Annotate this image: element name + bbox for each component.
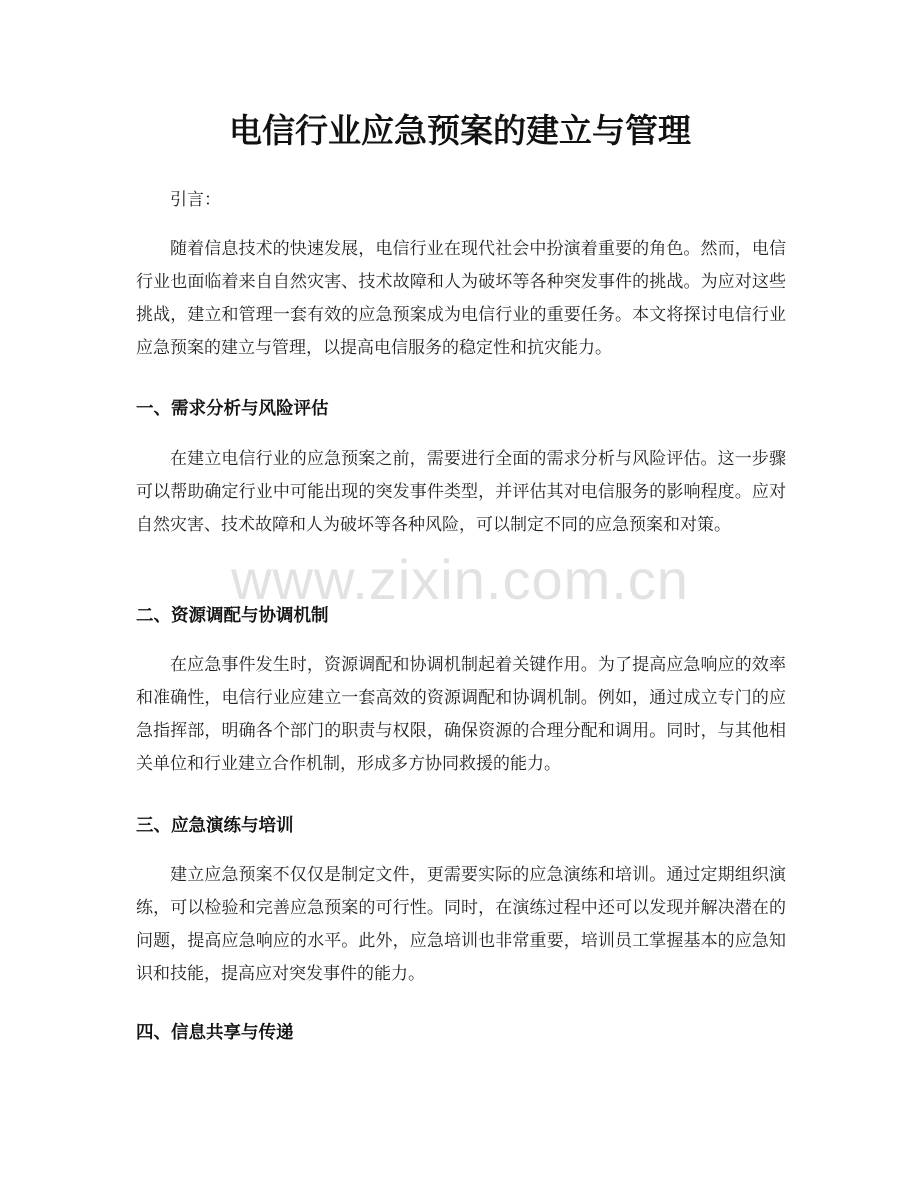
section-heading-1: 一、需求分析与风险评估 [136,399,329,419]
section-body-2: 在应急事件发生时，资源调配和协调机制起着关键作用。为了提高应急响应的效率和准确性，电信行业应建立一套高效的资源调配和协调机制。例如，通过成立专门的应急指挥部，明确各个部门的职责与权限，确保资源的合理分配和调用。同时，与其他相关单位和行业建立合作机制，形成多方协同救援的能力。 [136,655,786,774]
section-body-3: 建立应急预案不仅仅是制定文件，更需要实际的应急演练和培训。通过定期组织演练，可以检验和完善应急预案的可行性。同时，在演练过程中还可以发现并解决潜在的问题，提高应急响应的水平。此外，应急培训也非常重要，培训员工掌握基本的应急知识和技能，提高应对突发事件的能力。 [136,865,786,984]
section-heading-2: 二、资源调配与协调机制 [136,606,329,626]
section-heading-3: 三、应急演练与培训 [136,816,294,836]
watermark: www.zixin.com.cn [231,548,689,611]
intro-paragraph: 随着信息技术的快速发展，电信行业在现代社会中扮演着重要的角色。然而，电信行业也面临着来自自然灾害、技术故障和人为破坏等各种突发事件的挑战。为应对这些挑战，建立和管理一套有效的应急预案成为电信行业的重要任务。本文将探讨电信行业应急预案的建立与管理，以提高电信服务的稳定性和抗灾能力。 [136,239,786,358]
document-title: 电信行业应急预案的建立与管理 [229,111,691,150]
section-heading-4: 四、信息共享与传递 [136,1023,294,1043]
section-body-1: 在建立电信行业的应急预案之前，需要进行全面的需求分析与风险评估。这一步骤可以帮助确定行业中可能出现的突发事件类型，并评估其对电信服务的影响程度。应对自然灾害、技术故障和人为破坏等各种风险，可以制定不同的应急预案和对策。 [136,449,786,535]
intro-label: 引言： [170,190,221,210]
